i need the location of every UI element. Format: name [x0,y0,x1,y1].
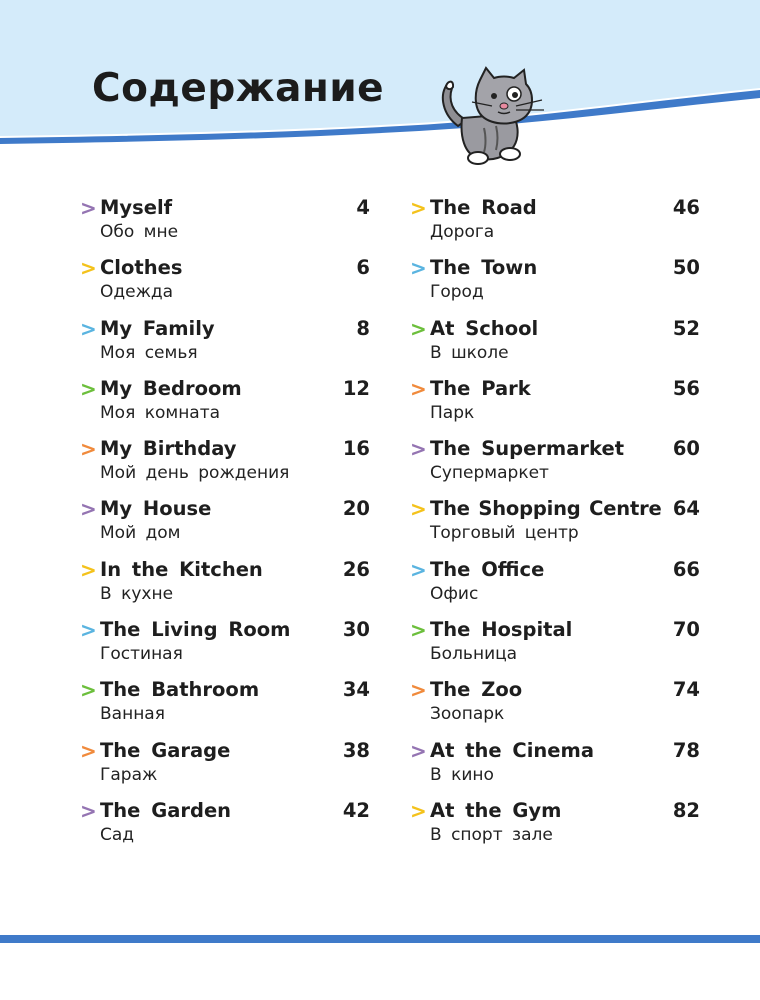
toc-page-number: 46 [672,196,700,219]
cat-eye-left [491,93,497,99]
toc-page-number: 78 [672,738,700,762]
chevron-right-icon: > [410,557,427,582]
toc-entry-the-zoo[interactable] [410,678,700,738]
toc-title-en: My Family [100,316,215,340]
chevron-right-icon: > [410,678,427,703]
chevron-right-icon: > [410,196,427,220]
contents-column-left [80,196,370,859]
chevron-right-icon: > [80,497,97,522]
toc-entry-the-town[interactable] [410,256,700,316]
toc-title-ru: Обо мне [100,222,179,242]
toc-title-ru: В школе [430,342,509,363]
toc-title-ru: В спорт зале [430,824,553,845]
toc-page-number: 60 [672,437,700,461]
chevron-right-icon: > [410,316,427,341]
toc-title-en: My Birthday [100,437,237,461]
toc-title-ru: В кино [430,764,494,785]
chevron-right-icon: > [410,437,427,462]
toc-entry-my-birthday[interactable] [80,437,370,497]
toc-title-ru: Парк [430,402,475,423]
toc-title-en: The Zoo [430,678,523,702]
toc-title-ru: Город [430,282,484,303]
toc-title-en: The Road [430,196,537,219]
chevron-right-icon: > [80,316,97,341]
toc-title-en: The Shopping Centre [430,497,662,521]
toc-entry-in-the-kitchen[interactable] [80,558,370,618]
toc-title-en: The Bathroom [100,678,260,702]
toc-title-ru: Зоопарк [430,704,505,725]
chevron-right-icon: > [80,557,97,582]
toc-title-en: The Supermarket [430,437,625,461]
toc-page-number: 8 [356,316,370,340]
toc-entry-the-garden[interactable] [80,799,370,859]
toc-page-number: 12 [342,376,370,400]
toc-page-number: 38 [342,738,370,762]
chevron-right-icon: > [410,256,427,281]
toc-title-ru: Больница [430,644,518,665]
chevron-right-icon: > [80,376,97,401]
toc-title-en: The Hospital [430,618,573,642]
toc-title-en: Clothes [100,256,183,280]
toc-title-ru: Одежда [100,282,174,303]
chevron-right-icon: > [80,256,97,281]
toc-entry-the-shopping-centre[interactable] [410,497,700,557]
toc-page-number: 4 [356,196,370,219]
toc-page-number: 34 [342,678,370,702]
toc-title-en: The Living Room [100,618,291,642]
toc-title-ru: Гостиная [100,644,183,665]
toc-page-number: 20 [342,497,370,521]
toc-entry-the-bathroom[interactable] [80,678,370,738]
toc-title-en: My House [100,497,212,521]
page-title: Содержание [92,66,385,111]
toc-page-number: 82 [672,798,700,822]
chevron-right-icon: > [80,437,97,462]
toc-page-number: 56 [672,376,700,400]
toc-title-en: Myself [100,196,173,219]
toc-page-number: 70 [672,618,700,642]
toc-title-ru: Дорога [430,222,495,242]
cat-paw-right [500,148,520,160]
toc-entry-the-garage[interactable] [80,739,370,799]
toc-title-ru: Мой день рождения [100,463,290,484]
toc-title-ru: Мой дом [100,523,181,544]
toc-entry-clothes[interactable] [80,256,370,316]
toc-title-ru: Моя семья [100,342,198,363]
toc-title-en: The Town [430,256,538,280]
toc-entry-the-living-room[interactable] [80,618,370,678]
toc-title-ru: Ванная [100,704,165,725]
toc-title-en: In the Kitchen [100,557,263,581]
chevron-right-icon: > [80,618,97,643]
toc-entry-my-bedroom[interactable] [80,377,370,437]
toc-title-en: At the Gym [430,798,562,822]
chevron-right-icon: > [410,618,427,643]
toc-entry-at-the-cinema[interactable] [410,739,700,799]
contents-column-right [410,196,700,859]
cat-eye-right [512,92,518,98]
toc-entry-the-park[interactable] [410,377,700,437]
cat-nose [500,103,508,109]
toc-entry-my-family[interactable] [80,317,370,377]
toc-title-en: The Office [430,557,545,581]
toc-title-en: At the Cinema [430,738,594,762]
toc-entry-the-office[interactable] [410,558,700,618]
toc-page-number: 42 [342,798,370,822]
toc-title-ru: В кухне [100,583,174,604]
chevron-right-icon: > [410,497,427,522]
toc-entry-the-supermarket[interactable] [410,437,700,497]
toc-entry-my-house[interactable] [80,497,370,557]
toc-page-number: 6 [356,256,370,280]
toc-page-number: 52 [672,316,700,340]
toc-page-number: 26 [342,557,370,581]
toc-title-ru: Сад [100,824,135,845]
chevron-right-icon: > [410,738,427,763]
toc-page-number: 74 [672,678,700,702]
toc-title-en: The Garage [100,738,231,762]
toc-page-number: 66 [672,557,700,581]
toc-title-ru: Офис [430,583,479,604]
toc-title-ru: Торговый центр [430,523,579,544]
toc-title-ru: Гараж [100,764,158,785]
toc-title-ru: Моя комната [100,402,221,423]
toc-title-ru: Супермаркет [430,463,549,484]
chevron-right-icon: > [80,196,97,220]
chevron-right-icon: > [80,738,97,763]
toc-title-en: The Garden [100,798,232,822]
toc-entry-myself[interactable] [80,196,370,256]
chevron-right-icon: > [410,798,427,823]
cat-head [476,68,532,124]
toc-entry-at-the-gym[interactable] [410,799,700,859]
toc-entry-at-school[interactable] [410,317,700,377]
chevron-right-icon: > [80,798,97,823]
chevron-right-icon: > [80,678,97,703]
cat-paw-left [468,152,488,164]
toc-page-number: 50 [672,256,700,280]
toc-entry-the-road[interactable] [410,196,700,256]
toc-page-number: 64 [672,497,700,521]
footer-stripe [0,935,760,943]
toc-title-en: My Bedroom [100,376,242,400]
toc-entry-the-hospital[interactable] [410,618,700,678]
chevron-right-icon: > [410,376,427,401]
cat-illustration [434,66,552,174]
toc-title-en: At School [430,316,539,340]
toc-page-number: 16 [342,437,370,461]
toc-title-en: The Park [430,376,531,400]
toc-page-number: 30 [342,618,370,642]
